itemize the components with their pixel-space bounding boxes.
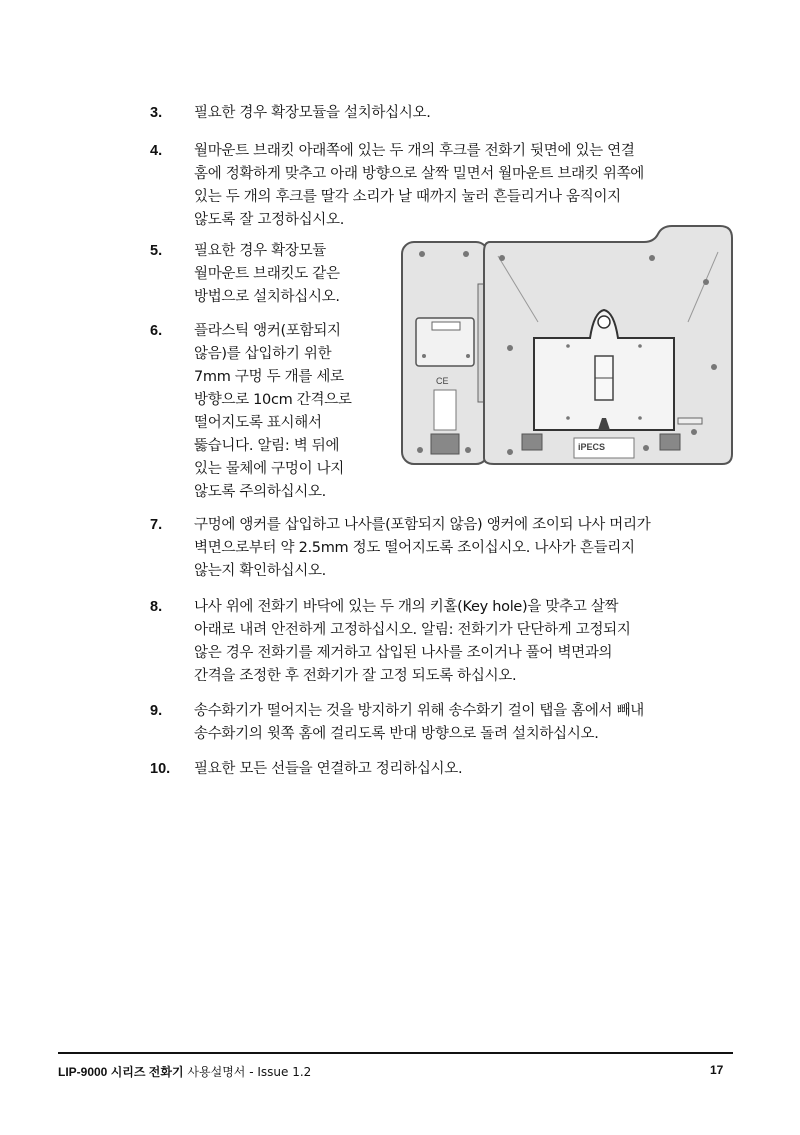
footer-rule	[58, 1052, 733, 1054]
step-text-line: 송수화기의 윗쪽 홈에 걸리도록 반대 방향으로 돌려 설치하십시오.	[194, 726, 599, 742]
step-text-line: 방법으로 설치하십시오.	[194, 289, 340, 305]
step-text-line: 플라스틱 앵커(포함되지	[194, 323, 341, 339]
phone-rear-illustration	[398, 222, 738, 467]
step-text-line: 있는 물체에 구멍이 나지	[194, 461, 344, 477]
step-number: 3.	[150, 105, 163, 121]
step-number: 9.	[150, 703, 163, 719]
step-text-line: 않도록 잘 고정하십시오.	[194, 212, 344, 228]
step-text-line: 않은 경우 전화기를 제거하고 삽입된 나사를 조이거나 풀어 벽면과의	[194, 645, 613, 661]
phone-body-icon	[484, 226, 732, 464]
step-text-line: 있는 두 개의 후크를 딸각 소리가 날 때까지 눌러 흔들리거나 움직이지	[194, 189, 621, 205]
footer-doc-type: 사용설명서	[187, 1065, 246, 1079]
footer-issue: - Issue 1.2	[245, 1065, 312, 1079]
step-text-line: 월마운트 브래킷도 같은	[194, 266, 340, 282]
step-text-line: 구멍에 앵커를 삽입하고 나사를(포함되지 않음) 앵커에 조이되 나사 머리가	[194, 517, 651, 533]
step-text-line: 않는지 확인하십시오.	[194, 563, 326, 579]
step-number: 10.	[150, 761, 171, 777]
svg-text:CE: CE	[436, 376, 449, 386]
footer-doc-title	[58, 1063, 311, 1080]
step-text-line: 벽면으로부터 약 2.5mm 정도 떨어지도록 조이십시오. 나사가 흔들리지	[194, 540, 635, 556]
step-number: 8.	[150, 599, 163, 615]
step-text-line: 않음)를 삽입하기 위한	[194, 346, 332, 362]
footer-model: LIP-9000 시리즈 전화기	[58, 1065, 184, 1079]
step-number: 5.	[150, 243, 163, 259]
step-text-line: 떨어지도록 표시해서	[194, 415, 322, 431]
step-text-line: 아래로 내려 안전하게 고정하십시오. 알림: 전화기가 단단하게 고정되지	[194, 622, 631, 638]
step-text-line: 나사 위에 전화기 바닥에 있는 두 개의 키홀(Key hole)을 맞추고 살짝	[194, 599, 619, 615]
step-text-line: 뚫습니다. 알림: 벽 뒤에	[194, 438, 340, 454]
step-text-line: 않도록 주의하십시오.	[194, 484, 326, 500]
step-text-line: 필요한 경우 확장모듈을 설치하십시오.	[194, 105, 431, 121]
step-text-line: 월마운트 브래킷 아래쪽에 있는 두 개의 후크를 전화기 뒷면에 있는 연결	[194, 143, 635, 159]
step-number: 6.	[150, 323, 163, 339]
step-text-line: 방향으로 10cm 간격으로	[194, 392, 352, 408]
step-text-line: 필요한 경우 확장모듈	[194, 243, 326, 259]
step-number: 4.	[150, 143, 163, 159]
svg-text:iPECS: iPECS	[578, 442, 606, 452]
expansion-module-icon	[402, 242, 488, 464]
step-text-line: 송수화기가 떨어지는 것을 방지하기 위해 송수화기 걸이 탭을 홈에서 빼내	[194, 703, 644, 719]
step-text-line: 간격을 조정한 후 전화기가 잘 고정 되도록 하십시오.	[194, 668, 517, 684]
page-number: 17	[710, 1063, 724, 1077]
step-number: 7.	[150, 517, 163, 533]
step-text-line: 7mm 구멍 두 개를 세로	[194, 369, 344, 385]
step-text-line: 필요한 모든 선들을 연결하고 정리하십시오.	[194, 761, 463, 777]
step-text-line: 홈에 정확하게 맞추고 아래 방향으로 살짝 밀면서 월마운트 브래킷 위쪽에	[194, 166, 644, 182]
